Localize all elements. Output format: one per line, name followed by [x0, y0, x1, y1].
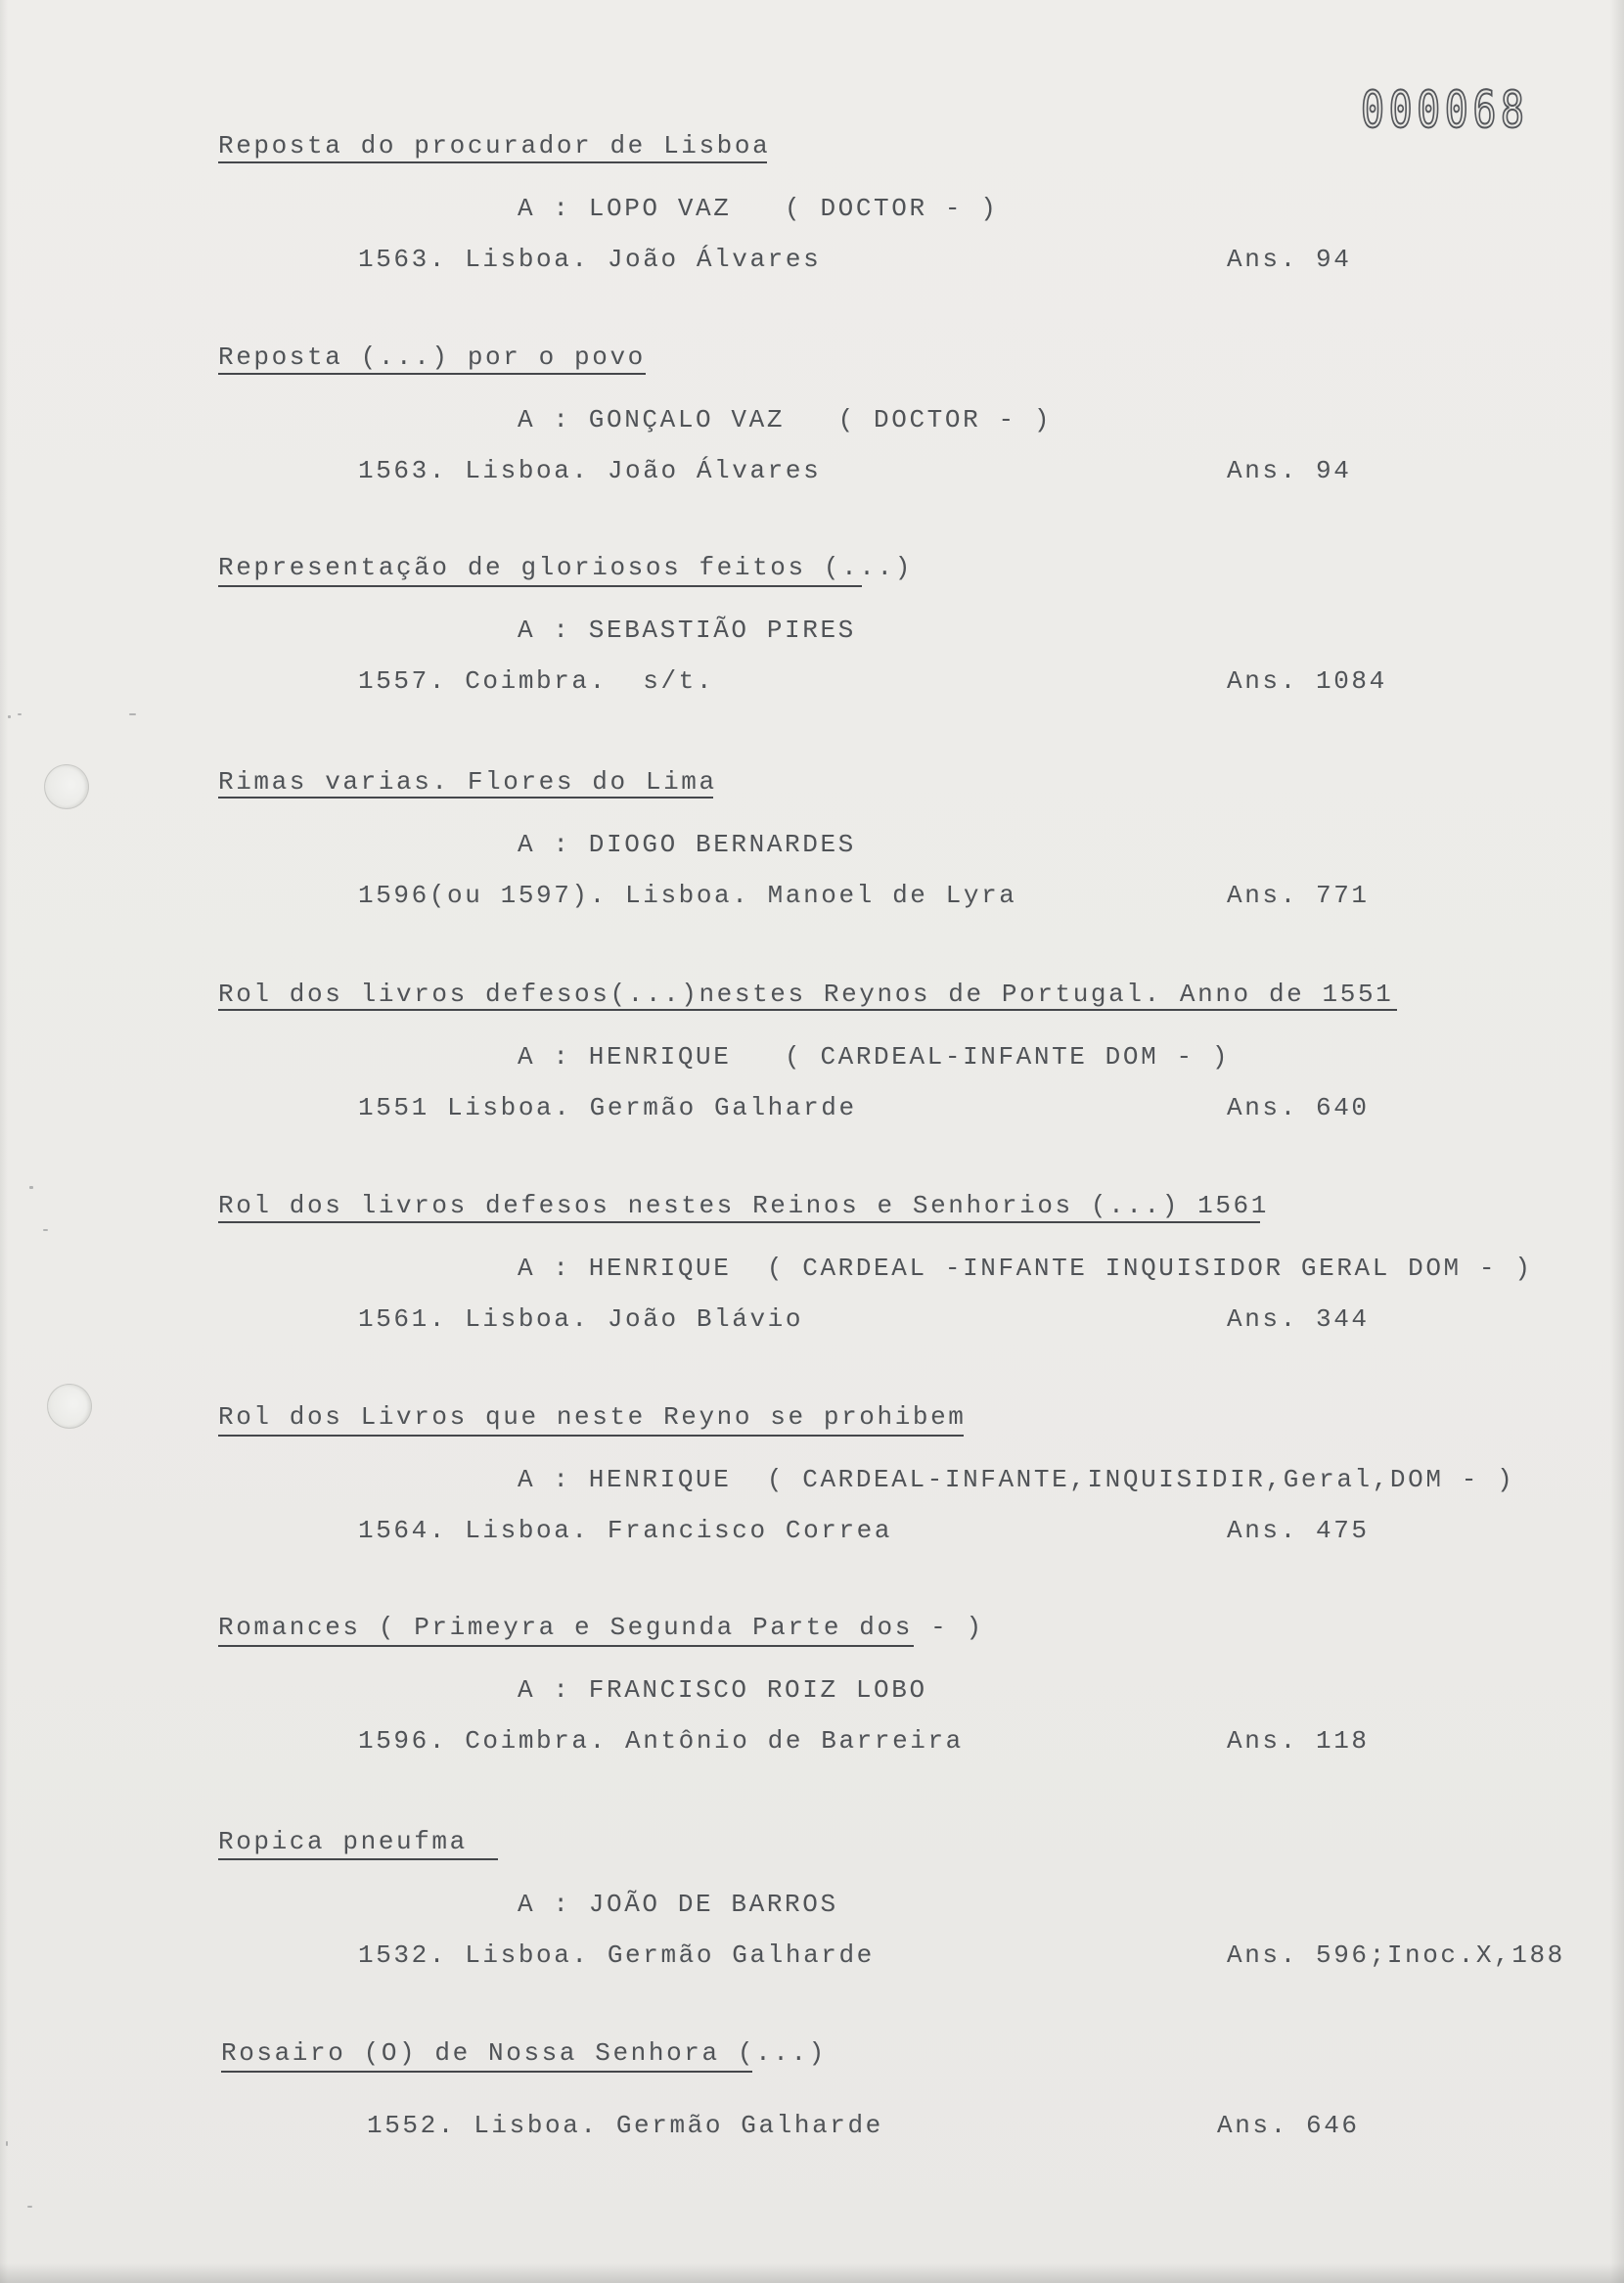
entry-imprint: 1596(ou 1597). Lisboa. Manoel de Lyra: [358, 881, 1017, 910]
scan-edge-bottom: [0, 2263, 1624, 2283]
entry-reference: Ans. 596;Inoc.X,188: [1227, 1941, 1565, 1970]
entry-title: Reposta do procurador de Lisboa: [218, 131, 771, 160]
entry-author: A : SEBASTIÃO PIRES: [518, 616, 856, 645]
entry-author: A : HENRIQUE ( CARDEAL -INFANTE INQUISIDOR GERAL DOM - ): [518, 1254, 1533, 1283]
entry-imprint: 1557. Coimbra. s/t.: [358, 666, 715, 696]
entry-author: A : GONÇALO VAZ ( DOCTOR - ): [518, 405, 1053, 434]
entry-imprint: 1564. Lisboa. Francisco Correa: [358, 1516, 893, 1545]
title-underline: [218, 797, 713, 799]
entry-reference: Ans. 1084: [1227, 666, 1387, 696]
entry-reference: Ans. 94: [1227, 456, 1352, 485]
entry-imprint: 1561. Lisboa. João Blávio: [358, 1304, 804, 1334]
entry-author: A : HENRIQUE ( CARDEAL-INFANTE,INQUISIDIR,Geral,DOM - ): [518, 1465, 1515, 1494]
entry-title: Romances ( Primeyra e Segunda Parte dos - ): [218, 1613, 984, 1642]
title-underline: [218, 1858, 498, 1860]
entry-title: Representação de gloriosos feitos (...): [218, 553, 913, 582]
catalog-entry: [0, 554, 1624, 720]
title-underline: [218, 1221, 1260, 1223]
entry-title: Rol dos Livros que neste Reyno se prohibem: [218, 1402, 967, 1432]
entry-reference: Ans. 771: [1227, 881, 1370, 910]
entry-author: A : JOÃO DE BARROS: [518, 1890, 838, 1919]
title-underline: [218, 373, 646, 375]
title-underline: [218, 1645, 914, 1647]
entry-reference: Ans. 475: [1227, 1516, 1370, 1545]
title-underline: [218, 1435, 964, 1437]
entry-title: Rol dos livros defesos nestes Reinos e Senhorios (...) 1561: [218, 1191, 1269, 1220]
entry-title: Reposta (...) por o povo: [218, 342, 646, 372]
catalog-entry: [0, 768, 1624, 935]
margin-speck: [29, 1186, 33, 1189]
catalog-entry: [0, 1403, 1624, 1570]
entry-title: Ropica pneufma: [218, 1827, 468, 1856]
catalog-entry: [0, 132, 1624, 298]
catalog-entry: [0, 1828, 1624, 1994]
entry-reference: Ans. 640: [1227, 1093, 1370, 1122]
catalog-entry: [0, 1192, 1624, 1358]
catalog-entry: [0, 1614, 1624, 1780]
entry-title: Rosairo (O) de Nossa Senhora (...): [221, 2038, 827, 2068]
entry-author: A : LOPO VAZ ( DOCTOR - ): [518, 194, 999, 223]
title-underline: [218, 161, 767, 163]
title-underline: [218, 585, 862, 587]
entry-imprint: 1563. Lisboa. João Álvares: [358, 456, 822, 485]
entry-reference: Ans. 118: [1227, 1726, 1370, 1756]
entry-imprint: 1596. Coimbra. Antônio de Barreira: [358, 1726, 964, 1756]
entry-author: A : FRANCISCO ROIZ LOBO: [518, 1675, 927, 1705]
entry-reference: Ans. 94: [1227, 245, 1352, 274]
margin-speck: [27, 2206, 32, 2208]
entry-author: A : DIOGO BERNARDES: [518, 830, 856, 859]
entry-author: A : HENRIQUE ( CARDEAL-INFANTE DOM - ): [518, 1042, 1231, 1072]
title-underline: [218, 1009, 1397, 1011]
entry-title: Rol dos livros defesos(...)nestes Reynos de Portugal. Anno de 1551: [218, 980, 1394, 1009]
page-number-stamp: 000068: [1361, 81, 1529, 140]
catalog-entry: [0, 2039, 1624, 2206]
entry-imprint: 1532. Lisboa. Germão Galharde: [358, 1941, 875, 1970]
entry-imprint: 1551 Lisboa. Germão Galharde: [358, 1093, 857, 1122]
entry-reference: Ans. 646: [1217, 2111, 1360, 2140]
entry-imprint: 1552. Lisboa. Germão Galharde: [367, 2111, 883, 2140]
entry-imprint: 1563. Lisboa. João Álvares: [358, 245, 822, 274]
catalog-entry: [0, 343, 1624, 510]
title-underline: [221, 2071, 752, 2073]
entry-reference: Ans. 344: [1227, 1304, 1370, 1334]
catalog-entry: [0, 981, 1624, 1147]
entry-title: Rimas varias. Flores do Lima: [218, 767, 717, 797]
